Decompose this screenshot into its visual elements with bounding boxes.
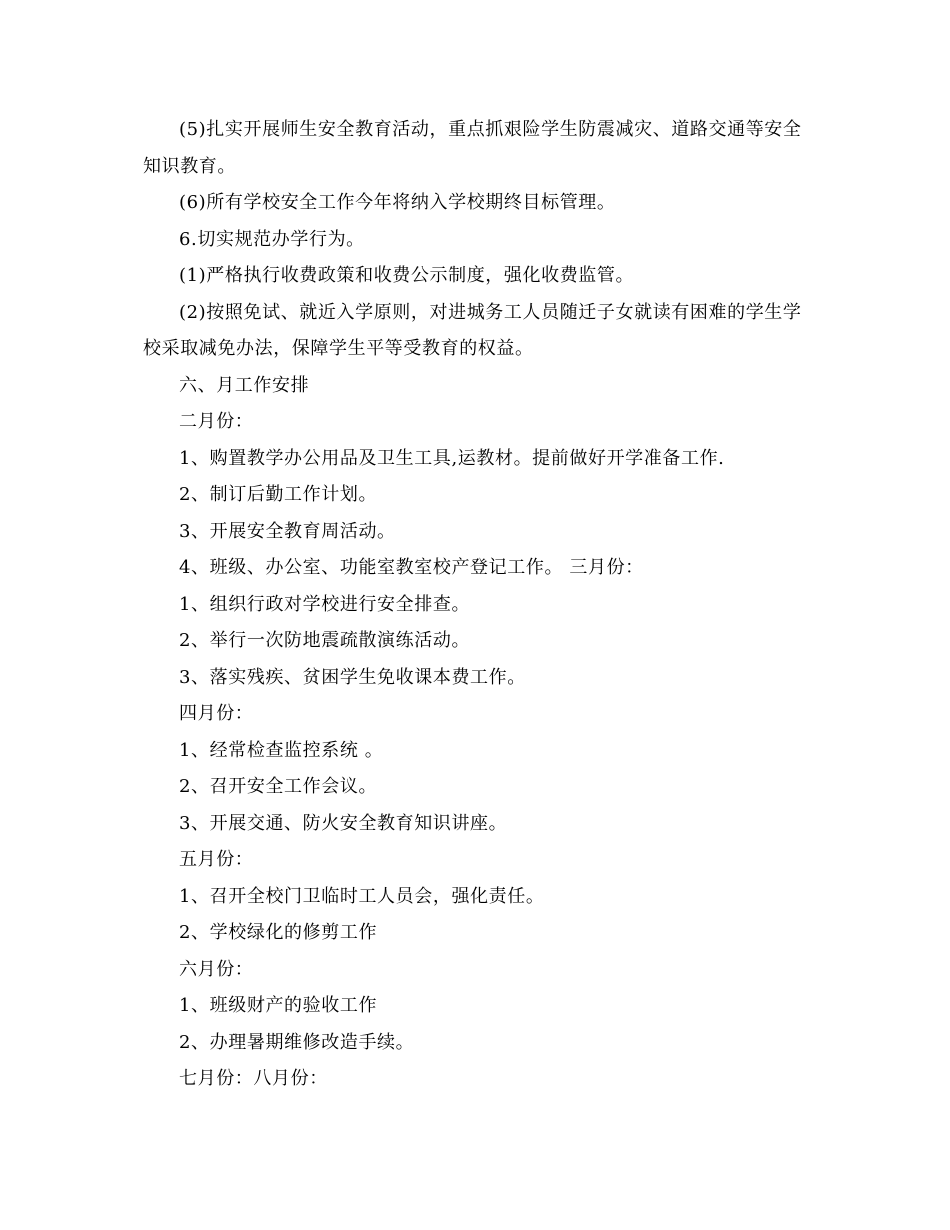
- month-heading-april: 四月份：: [179, 703, 254, 724]
- list-item: 2、制订后勤工作计划。: [179, 484, 378, 505]
- list-item: 1、召开全校门卫临时工人员会，强化责任。: [179, 885, 545, 907]
- paragraph-enrollment: (2)按照免试、就近入学原则，对进城务工人员随迁子女就读有困难的学生学校采取减免办法，保障学生平等受教育的权益。: [143, 301, 802, 359]
- list-item: 4、班级、办公室、功能室教室校产登记工作。 三月份：: [179, 557, 644, 578]
- list-item: 2、召开安全工作会议。: [179, 776, 378, 797]
- paragraph-target-management: (6)所有学校安全工作今年将纳入学校期终目标管理。: [179, 192, 616, 213]
- list-item: 2、办理暑期维修改造手续。: [179, 1031, 415, 1053]
- month-heading-july-august: 七月份：八月份：: [179, 1068, 328, 1089]
- month-heading-june: 六月份：: [179, 958, 254, 980]
- list-item: 3、开展安全教育周活动。: [179, 520, 396, 542]
- paragraph-heading-regulate: 6.切实规范办学行为。: [179, 228, 365, 250]
- list-item: 1、组织行政对学校进行安全排查。: [179, 593, 471, 615]
- list-item: 1、经常检查监控系统 。: [179, 739, 384, 761]
- list-item: 2、学校绿化的修剪工作: [179, 922, 378, 943]
- document-body: [143, 112, 808, 1098]
- month-heading-may: 五月份：: [179, 849, 254, 870]
- list-item: 1、购置教学办公用品及卫生工具,运教材。提前做好开学准备工作.: [179, 447, 725, 469]
- list-item: 2、举行一次防地震疏散演练活动。: [179, 630, 471, 651]
- section-heading-monthly-plan: 六、月工作安排: [179, 374, 310, 396]
- list-item: 3、开展交通、防火安全教育知识讲座。: [179, 812, 508, 834]
- month-heading-february: 二月份：: [179, 411, 254, 432]
- list-item: 3、落实残疾、贫困学生免收课本费工作。: [179, 666, 526, 688]
- paragraph-fee-policy: (1)严格执行收费政策和收费公示制度，强化收费监管。: [179, 265, 635, 286]
- list-item: 1、班级财产的验收工作: [179, 995, 378, 1016]
- paragraph-safety-education: (5)扎实开展师生安全教育活动，重点抓艰险学生防震减灾、道路交通等安全知识教育。: [143, 119, 802, 177]
